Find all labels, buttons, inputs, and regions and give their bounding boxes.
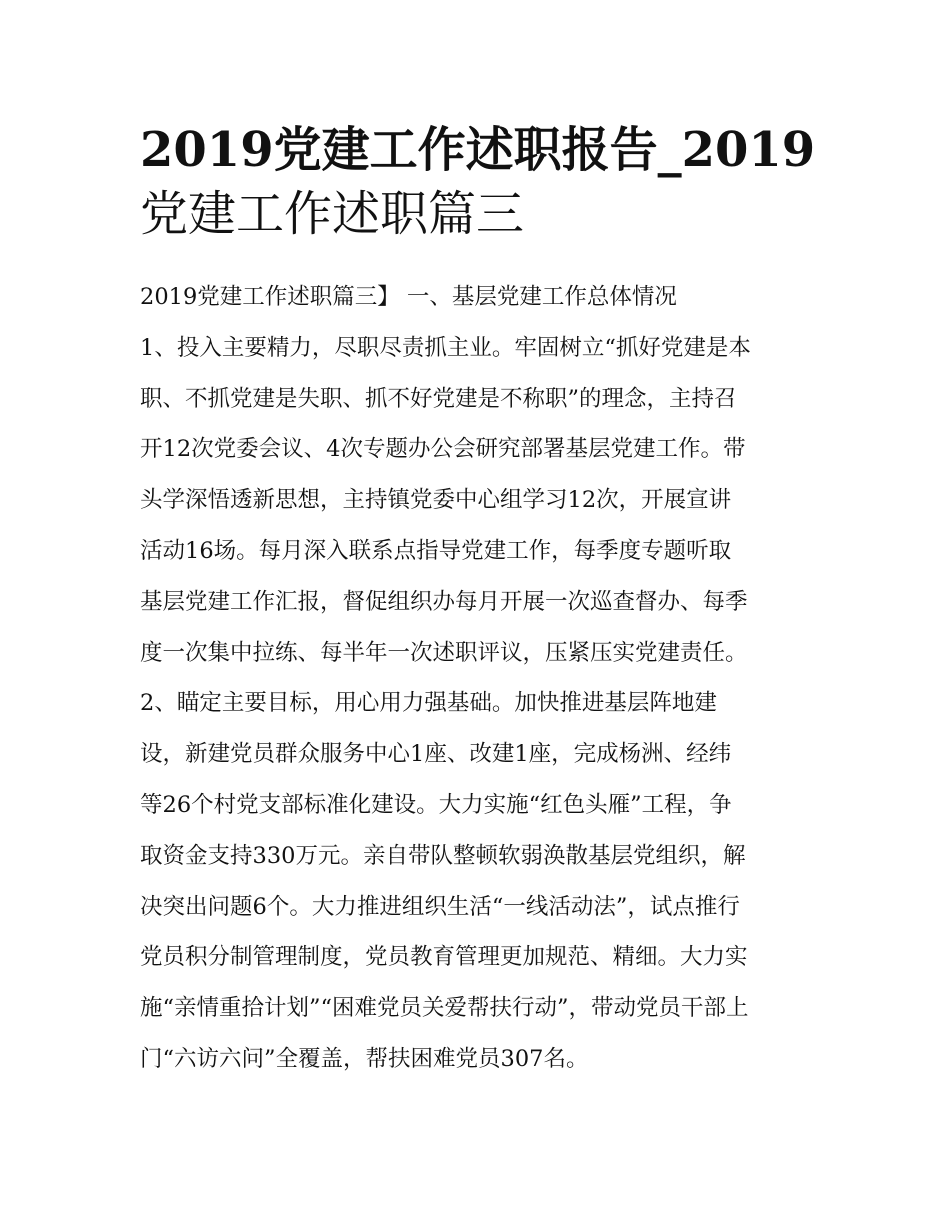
body-line: 基层党建工作汇报，督促组织办每月开展一次巡查督办、每季 xyxy=(140,588,748,615)
body-line: 头学深悟透新思想，主持镇党委中心组学习12次，开展宣讲 xyxy=(140,487,732,514)
document-body xyxy=(140,272,820,1085)
body-line: 施“亲情重拾计划”“困难党员关爱帮扶行动”，带动党员干部上 xyxy=(140,995,749,1022)
body-line: 活动16场。每月深入联系点指导党建工作，每季度专题听取 xyxy=(140,537,732,564)
body-line: 设，新建党员群众服务中心1座、改建1座，完成杨洲、经纬 xyxy=(140,741,732,768)
body-line-section-heading: 2019党建工作述职篇三】 一、基层党建工作总体情况 xyxy=(140,284,677,310)
body-line: 职、不抓党建是失职、抓不好党建是不称职”的理念，主持召 xyxy=(140,385,737,412)
body-line: 门“六访六问”全覆盖，帮扶困难党员307名。 xyxy=(140,1045,589,1072)
document-title xyxy=(140,118,820,246)
document-page xyxy=(140,118,820,1085)
title-line-1: 2019党建工作述职报告_2019 xyxy=(140,122,816,178)
body-line: 开12次党委会议、4次专题办公会研究部署基层党建工作。带 xyxy=(140,436,746,463)
body-line: 2、瞄定主要目标，用心用力强基础。加快推进基层阵地建 xyxy=(140,690,717,717)
body-line: 1、投入主要精力，尽职尽责抓主业。牢固树立“抓好党建是本 xyxy=(140,334,751,361)
body-line: 决突出问题6个。大力推进组织生活“一线活动法”，试点推行 xyxy=(140,893,740,920)
body-line: 度一次集中拉练、每半年一次述职评议，压紧压实党建责任。 xyxy=(140,639,748,666)
title-line-2: 党建工作述职篇三 xyxy=(140,186,525,242)
body-line: 党员积分制管理制度，党员教育管理更加规范、精细。大力实 xyxy=(140,944,748,971)
body-line: 等26个村党支部标准化建设。大力实施“红色头雁”工程，争 xyxy=(140,791,732,818)
body-line: 取资金支持330万元。亲自带队整顿软弱涣散基层党组织，解 xyxy=(140,842,746,869)
